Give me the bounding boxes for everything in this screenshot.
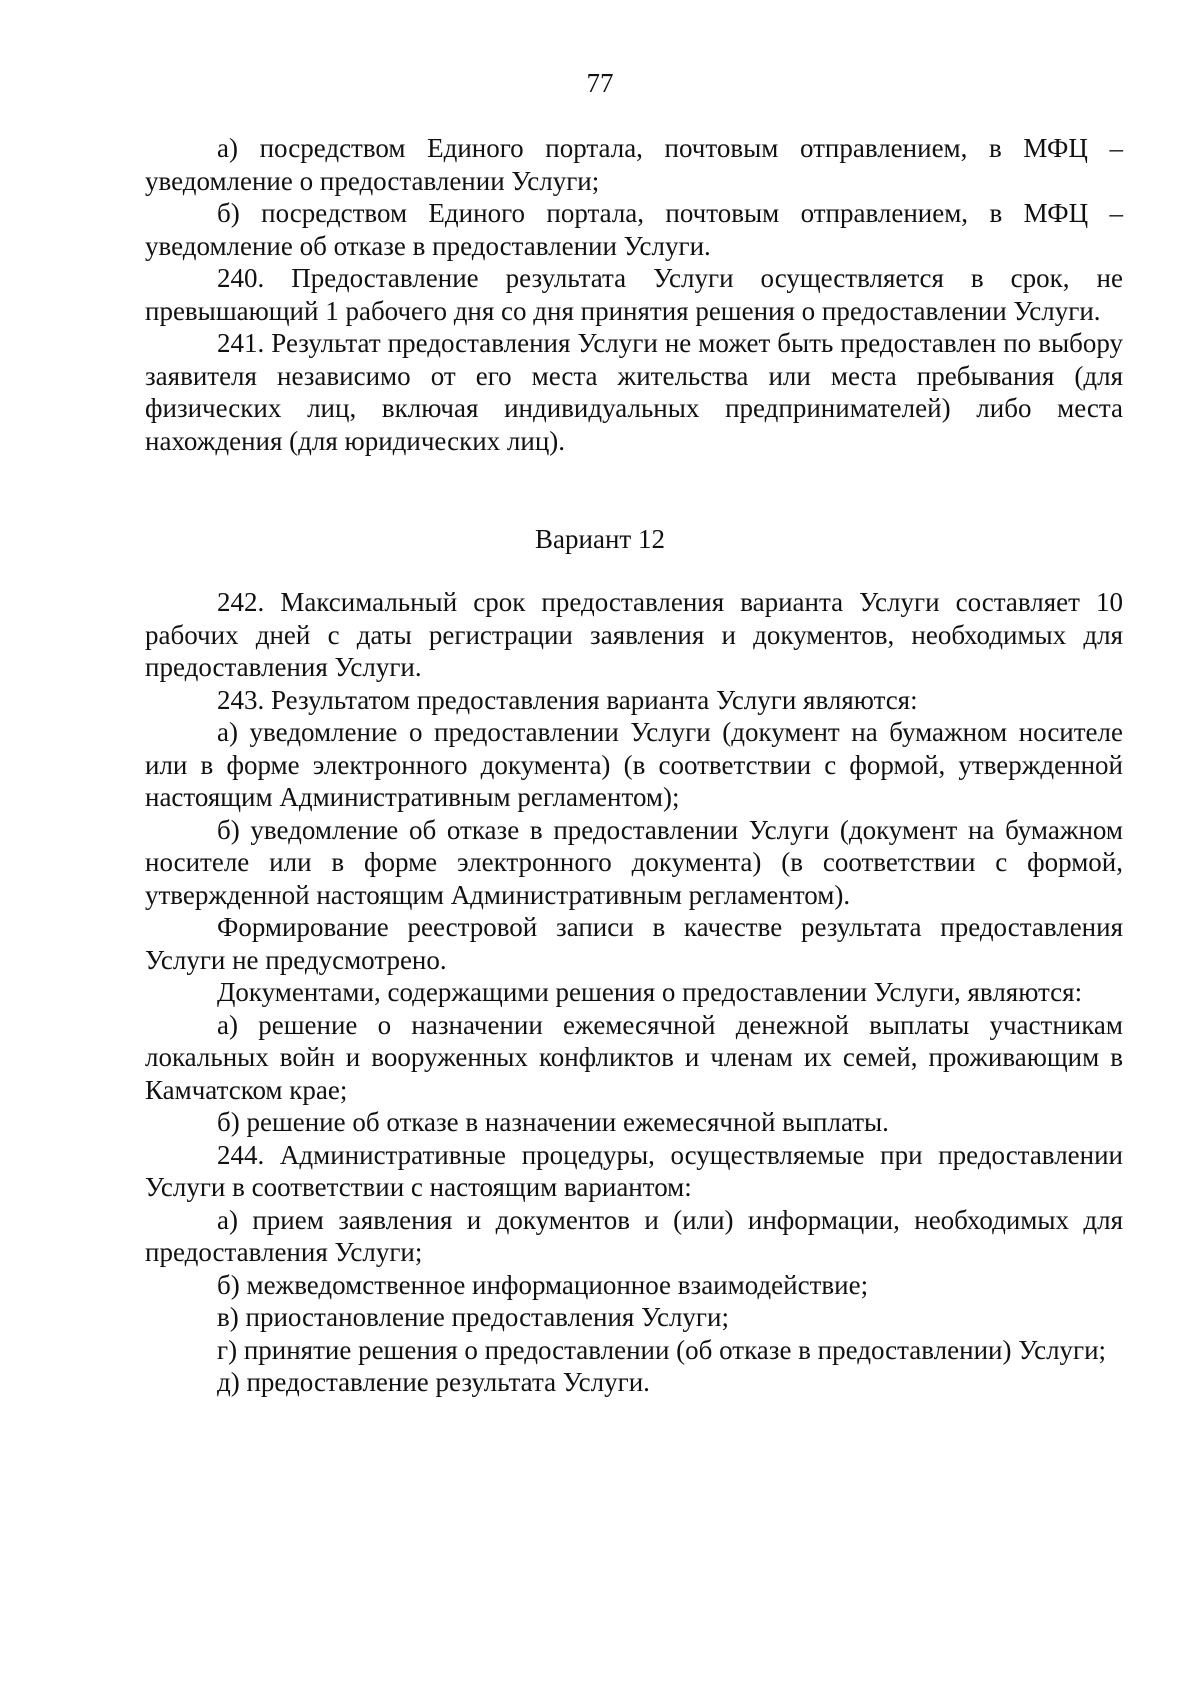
paragraph: б) решение об отказе в назначении ежемесячной выплаты. xyxy=(217,1107,889,1137)
section-heading: Вариант 12 xyxy=(535,524,665,554)
paragraph: а) посредством Единого портала, почтовым отправлением, в МФЦ – уведомление о предоставлении Услуги; xyxy=(145,133,1123,196)
paragraph: б) уведомление об отказе в предоставлении Услуги (документ на бумажном носителе или в форме электронного документа) (в соответствии с формой, утвержденной настоящим Административным регламентом). xyxy=(145,814,1123,910)
paragraph: 242. Максимальный срок предоставления варианта Услуги составляет 10 рабочих дней с даты регистрации заявления и документов, необходимых для предоставления Услуги. xyxy=(145,587,1123,682)
paragraph: а) уведомление о предоставлении Услуги (документ на бумажном носителе или в форме электронного документа) (в соответствии с формой, утвержденной настоящим Административным регламентом); xyxy=(145,717,1123,812)
paragraph: г) принятие решения о предоставлении (об отказе в предоставлении) Услуги; xyxy=(217,1334,1107,1365)
section-after-heading xyxy=(145,586,1123,1399)
section-before-heading xyxy=(145,132,1123,457)
page-number: 77 xyxy=(586,68,614,98)
paragraph: 243. Результатом предоставления варианта Услуги являются: xyxy=(217,684,918,715)
paragraph: а) прием заявления и документов и (или) информации, необходимых для предоставления Услуги; xyxy=(145,1204,1123,1267)
paragraph: д) предоставление результата Услуги. xyxy=(217,1367,650,1397)
paragraph: 241. Результат предоставления Услуги не может быть предоставлен по выбору заявителя независимо от его места жительства или места пребывания (для физических лиц, включая индивидуальных предпринимателей) либо места нахождения (для юридических лиц). xyxy=(145,328,1123,456)
paragraph: б) межведомственное информационное взаимодействие; xyxy=(217,1269,869,1300)
paragraph: б) посредством Единого портала, почтовым отправлением, в МФЦ – уведомление об отказе в предоставлении Услуги. xyxy=(145,198,1123,261)
paragraph: а) решение о назначении ежемесячной денежной выплаты участникам локальных войн и вооруженных конфликтов и членам их семей, проживающим в Камчатском крае; xyxy=(145,1009,1123,1105)
paragraph: Документами, содержащими решения о предоставлении Услуги, являются: xyxy=(217,977,1083,1007)
paragraph: 240. Предоставление результата Услуги осуществляется в срок, не превышающий 1 рабочего дня со дня принятия решения о предоставлении Услуги. xyxy=(145,263,1123,326)
paragraph: Формирование реестровой записи в качестве результата предоставления Услуги не предусмотрено. xyxy=(145,912,1123,975)
paragraph: в) приостановление предоставления Услуги; xyxy=(217,1302,729,1332)
paragraph: 244. Административные процедуры, осуществляемые при предоставлении Услуги в соответствии с настоящим вариантом: xyxy=(145,1139,1123,1202)
